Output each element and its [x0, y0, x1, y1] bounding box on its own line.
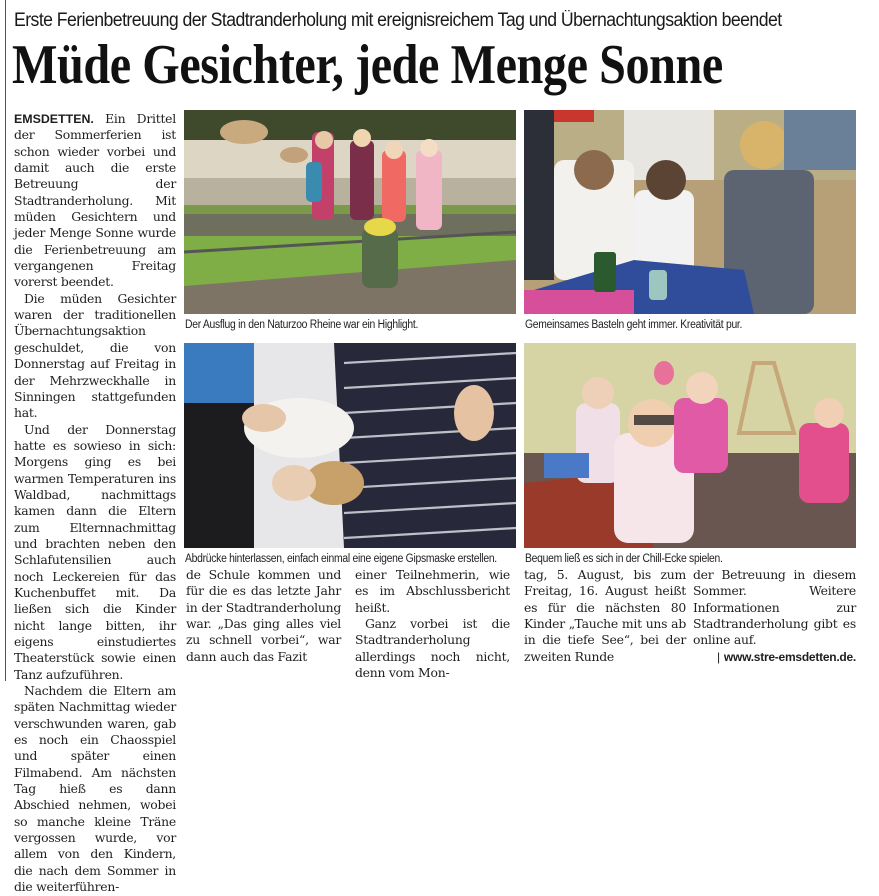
left-column-rule	[5, 0, 6, 681]
article-column-1	[14, 111, 176, 896]
col3-paragraph-2: Ganz vorbei ist die Stadtranderholung allerdings noch nicht, denn vom Mon-	[355, 616, 510, 681]
website-link[interactable]: www.stre-emsdetten.de.	[723, 649, 856, 664]
photo-caption-crafting: Gemeinsames Basteln geht immer. Kreativität pur.	[525, 319, 743, 331]
photo-caption-zoo: Der Ausflug in den Naturzoo Rheine war ein Highlight.	[185, 319, 419, 331]
photo-chill-corner	[524, 343, 856, 548]
paragraph-3: Und der Donnerstag hatte es sowieso in sich: Morgens ging es bei warmen Temperaturen ins Waldbad, nachmittags kamen dann die Eltern zum Elternnachmittag und brachten neben den Schlafutensilien auch noch Leckereien für das Kuchenbuffet mit. Da ließen sich die Kinder nicht lange bitten, ihr eigens einstudiertes Theaterstück sowie einen Tanz aufzuführen.	[14, 421, 176, 682]
article-column-2	[186, 567, 341, 665]
col3-paragraph-1: einer Teilnehmerin, wie es im Abschlussbericht heißt.	[355, 567, 510, 615]
photo-zoo-excursion	[184, 110, 516, 314]
article-column-3	[355, 567, 510, 681]
article-column-4	[524, 567, 686, 665]
article-kicker: Erste Ferienbetreuung der Stadtranderholung mit ereignisreichem Tag und Übernachtungsaktion beendet	[14, 10, 782, 31]
url-separator: |	[717, 649, 720, 664]
article-column-5	[693, 567, 856, 665]
col4-text: tag, 5. August, bis zum Freitag, 16. August heißt es für die nächsten 80 Kinder „Tauche mit uns ab in die tiefe See“, bei der zweiten Runde	[524, 567, 686, 664]
photo-plaster-mask	[184, 343, 516, 548]
article-headline: Müde Gesichter, jede Menge Sonne	[12, 34, 723, 96]
photo-caption-chill-corner: Bequem ließ es sich in der Chill-Ecke spielen.	[525, 553, 723, 565]
photo-caption-plaster-mask: Abdrücke hinterlassen, einfach einmal eine eigene Gipsmaske erstellen.	[185, 553, 497, 565]
paragraph-4: Nachdem die Eltern am späten Nachmittag wieder verschwunden waren, gab es noch ein Chaosspiel und später einen Filmabend. Am nächsten Tag hieß es dann Abschied nehmen, wobei so manche kleine Träne vergossen wurde, vor allem von den Kindern, die nach dem Sommer in die weiterführen-	[14, 683, 176, 895]
paragraph-1: Ein Drittel der Sommerferien ist schon wieder vorbei und damit auch die erste Betreuung der Stadtranderholung. Mit müden Gesichtern und jeder Menge Sonne wurde die Ferienbetreuung am vergangenen Freitag vorerst beendet.	[14, 111, 176, 290]
dateline: EMSDETTEN.	[14, 112, 94, 126]
col5-text: der Betreuung in diesem Sommer. Weitere Informationen zur Stadtranderholung gibt es online auf.	[693, 567, 856, 648]
paragraph-2: Die müden Gesichter waren der traditionellen Übernachtungsaktion geschuldet, die von Donnerstag auf Freitag in der Mehrzweckhalle in Sinningen stattgefunden hat.	[14, 290, 176, 421]
col2-text: de Schule kommen und für die es das letzte Jahr in der Stadtranderholung war. „Das ging alles viel zu schnell vorbei“, war dann auch das Fazit	[186, 567, 341, 664]
website-link-line	[693, 649, 856, 665]
photo-crafting	[524, 110, 856, 314]
